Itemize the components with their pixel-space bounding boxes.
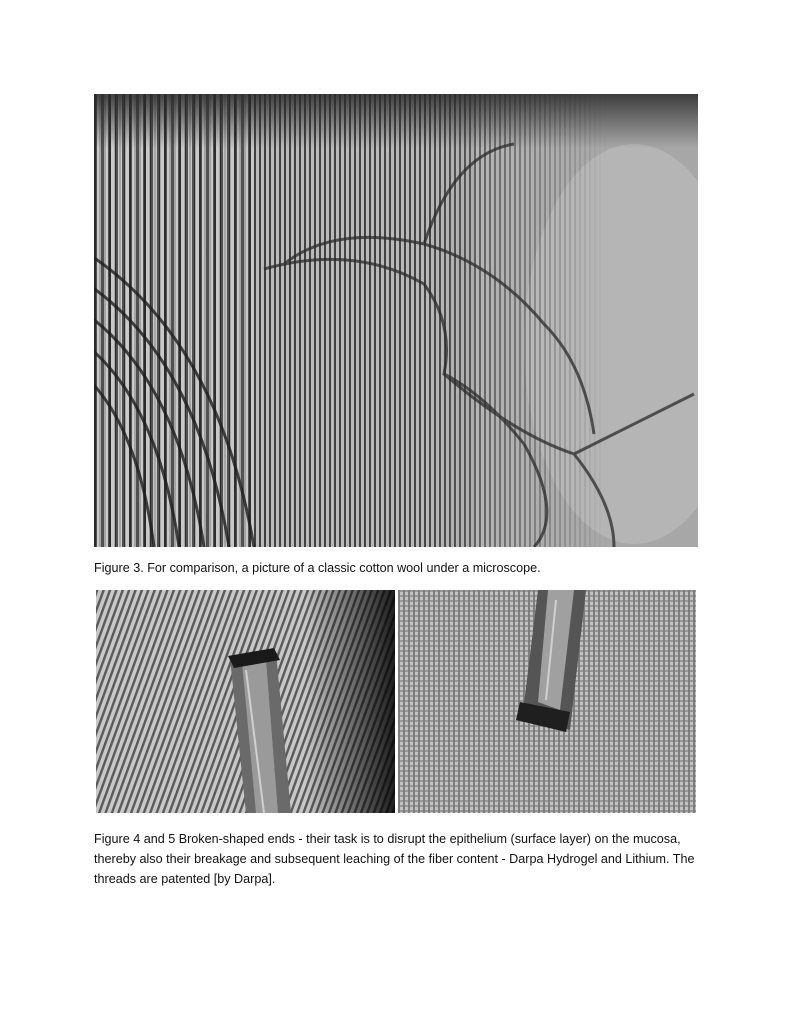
figure-3-caption: Figure 3. For comparison, a picture of a classic cotton wool under a microscope.	[94, 561, 541, 575]
figure-4-5-caption: Figure 4 and 5 Broken-shaped ends - their task is to disrupt the epithelium (surface layer) on the mucosa, thereby also their breakage and subsequent leaching of the fiber content - Darpa Hydrogel and Lithium. The threads are patented [by Darpa].	[94, 832, 695, 886]
figure-3-microscope-photo	[94, 94, 698, 547]
figure-4-microscope-photo	[96, 590, 395, 813]
figure-5-microscope-photo	[398, 590, 696, 813]
